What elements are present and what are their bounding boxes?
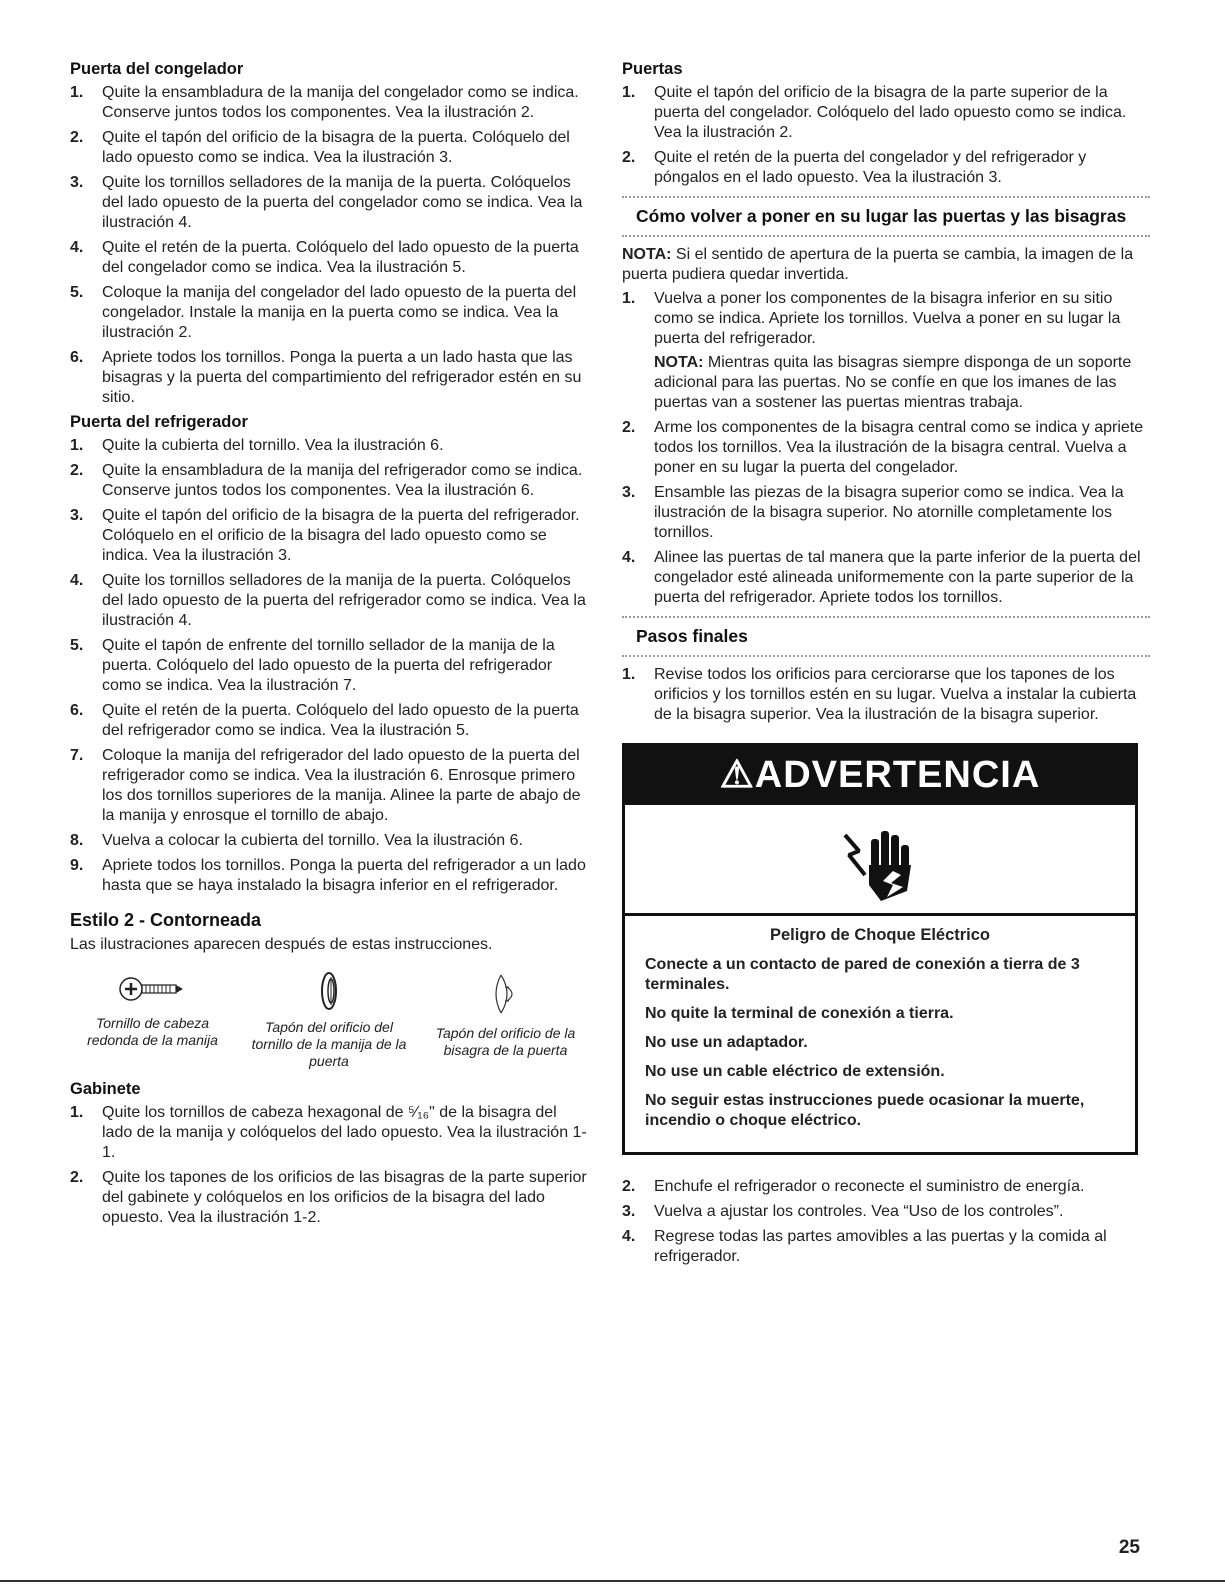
style2-intro: Las ilustraciones aparecen después de estas instrucciones. [70,936,493,953]
list-item: 2. Quite el retén de la puerta del congelador y del refrigerador y póngalos en el lado opuesto. Vea la ilustración 3. [622,149,1087,186]
list-item: 5. Coloque la manija del congelador del lado opuesto de la puerta del congelador. Instale la manija en la puerta como se indica. Vea la ilustración 2. [70,284,577,341]
left-column [70,60,588,1233]
list-item: 2. Quite la ensambladura de la manija del refrigerador como se indica. Conserve juntos todos los componentes. Vea la ilustración 6. [70,462,583,499]
list-item: 9. Apriete todos los tornillos. Ponga la puerta del refrigerador a un lado hasta que se haya instalado la bisagra inferior en el refrigerador. [70,857,586,894]
list-item: 3. Vuelva a ajustar los controles. Vea “Uso de los controles”. [622,1203,1064,1220]
part-handle-screw-plug: Tapón del orificio del tornillo de la manija de la puerta [247,969,412,1070]
list-item: 4. Regrese todas las partes amovibles a las puertas y la comida al refrigerador. [622,1228,1107,1265]
fridge-door-steps [70,436,588,896]
list-item: 6. Apriete todos los tornillos. Ponga la puerta a un lado hasta que las bisagras y la puerta del compartimiento del refrigerador estén en su sitio. [70,349,582,406]
list-item: 1. Vuelva a poner los componentes de la bisagra inferior en su sitio como se indica. Apriete los tornillos. Vuelva a poner en su lugar la puerta del refrigerador. NOTA: Mientras quita las bisagras siempre disponga de un soporte adicional para las puertas. No se confíe en que los imanes de las puertas van a sostener las puertas mientras trabaja. [622,289,1150,413]
replace-note: NOTA: Si el sentido de apertura de la puerta se cambia, la imagen de la puerta pudiera quedar invertida. [622,246,1134,283]
doors-steps [622,83,1150,188]
final-steps-continued [622,1177,1150,1267]
list-item: 4. Quite el retén de la puerta. Colóquelo del lado opuesto de la puerta del congelador como se indica. Vea la ilustración 5. [70,239,579,276]
list-item: 1. Revise todos los orificios para cerciorarse que los tapones de los orificios y los tornillos estén en su lugar. Vuelva a instalar la cubierta de la bisagra superior. Vea la ilustración de la bisagra superior. [622,666,1137,723]
round-head-screw-icon [113,969,193,1009]
list-item: 3. Quite los tornillos selladores de la manija de la puerta. Colóquelos del lado opuesto de la puerta del congelador como se indica. Vea la ilustración 4. [70,174,583,231]
section-heading-doors: Puertas [622,60,683,78]
divider [622,655,1150,657]
warning-line: No seguir estas instrucciones puede ocasionar la muerte, incendio o choque eléctrico. [645,1092,1085,1129]
section-heading-replace: Cómo volver a poner en su lugar las puertas y las bisagras [636,206,1127,226]
list-item: 2. Quite los tapones de los orificios de las bisagras de la parte superior del gabinete y colóquelos en los orificios de la bisagra del lado opuesto. Vea la ilustración 1-2. [70,1169,587,1226]
warning-title: Peligro de Choque Eléctrico [769,926,991,944]
section-heading-style2: Estilo 2 - Contorneada [70,910,262,930]
warning-header: ⚠ADVERTENCIA [625,746,1135,805]
section-heading-freezer-door: Puerta del congelador [70,60,244,78]
replace-step1-note: NOTA: Mientras quita las bisagras siempre disponga de un soporte adicional para las puertas. No se confíe en que los imanes de las puertas van a sostener las puertas mientras trabaja. [654,354,1132,411]
warning-triangle-icon: ⚠ [719,754,755,796]
parts-illustrations [70,969,588,1070]
warning-line: No use un cable eléctrico de extensión. [645,1063,945,1080]
hinge-hole-plug-icon [483,969,529,1019]
list-item: 4. Alinee las puertas de tal manera que la parte inferior de la puerta del congelador esté alineada uniformemente con la parte superior de la puerta del refrigerador. Apriete todos los tornillos. [622,549,1141,606]
list-item: 3. Ensamble las piezas de la bisagra superior como se indica. Vea la ilustración de la bisagra superior. No atornille completamente los tornillos. [622,484,1124,541]
divider [622,235,1150,237]
warning-box [622,743,1138,1155]
divider [622,196,1150,198]
replace-steps [622,289,1150,608]
final-steps [622,665,1150,725]
list-item: 1. Quite los tornillos de cabeza hexagonal de ⁵⁄₁₆" de la bisagra del lado de la manija y colóquelos del lado opuesto. Vea la ilustración 1-1. [70,1104,587,1161]
section-heading-final: Pasos finales [636,626,748,646]
list-item: 8. Vuelva a colocar la cubierta del tornillo. Vea la ilustración 6. [70,832,523,849]
part-hinge-hole-plug: Tapón del orificio de la bisagra de la puerta [423,969,588,1070]
warning-line: No quite la terminal de conexión a tierra. [645,1005,954,1022]
list-item: 6. Quite el retén de la puerta. Colóquelo del lado opuesto de la puerta del refrigerador como se indica. Vea la ilustración 5. [70,702,579,739]
list-item: 2. Quite el tapón del orificio de la bisagra de la puerta. Colóquelo del lado opuesto como se indica. Vea la ilustración 3. [70,129,570,166]
section-heading-cabinet: Gabinete [70,1080,141,1098]
warning-line: No use un adaptador. [645,1034,808,1051]
list-item: 5. Quite el tapón de enfrente del tornillo sellador de la manija de la puerta. Colóquelo del lado opuesto de la puerta del refrigerador como se indica. Vea la ilustración 7. [70,637,555,694]
list-item: 3. Quite el tapón del orificio de la bisagra de la puerta del refrigerador. Colóquelo en el orificio de la bisagra del lado opuesto como se indica. Vea la ilustración 3. [70,507,580,564]
list-item: 4. Quite los tornillos selladores de la manija de la puerta. Colóquelos del lado opuesto de la puerta del refrigerador como se indica. Vea la ilustración 4. [70,572,586,629]
warning-line: Conecte a un contacto de pared de conexión a tierra de 3 terminales. [645,956,1080,993]
list-item: 2. Enchufe el refrigerador o reconecte el suministro de energía. [622,1178,1085,1195]
list-item: 1. Quite la ensambladura de la manija del congelador como se indica. Conserve juntos todos los componentes. Vea la ilustración 2. [70,84,579,121]
cabinet-steps [70,1103,588,1228]
electric-shock-hand-icon [835,815,925,905]
right-column [622,60,1150,1272]
freezer-door-steps [70,83,588,408]
page-number: 25 [1118,1537,1140,1558]
handle-screw-plug-icon [309,969,349,1013]
list-item: 7. Coloque la manija del refrigerador del lado opuesto de la puerta del refrigerador como se indica. Vea la ilustración 6. Enrosque primero los dos tornillos superiores de la manija. Alinee la parte de abajo de la manija y enrosque el tornillo de abajo. [70,747,581,824]
bottom-rule [0,1580,1225,1582]
section-heading-fridge-door: Puerta del refrigerador [70,413,248,431]
divider [622,616,1150,618]
list-item: 1. Quite la cubierta del tornillo. Vea la ilustración 6. [70,437,444,454]
list-item: 2. Arme los componentes de la bisagra central como se indica y apriete todos los tornillos. Vea la ilustración de la bisagra central. Vuelva a poner en su lugar la puerta del congelador. [622,419,1144,476]
part-round-head-screw: Tornillo de cabeza redonda de la manija [70,969,235,1070]
list-item: 1. Quite el tapón del orificio de la bisagra de la parte superior de la puerta del congelador. Colóquelo del lado opuesto como se indica. Vea la ilustración 2. [622,84,1127,141]
